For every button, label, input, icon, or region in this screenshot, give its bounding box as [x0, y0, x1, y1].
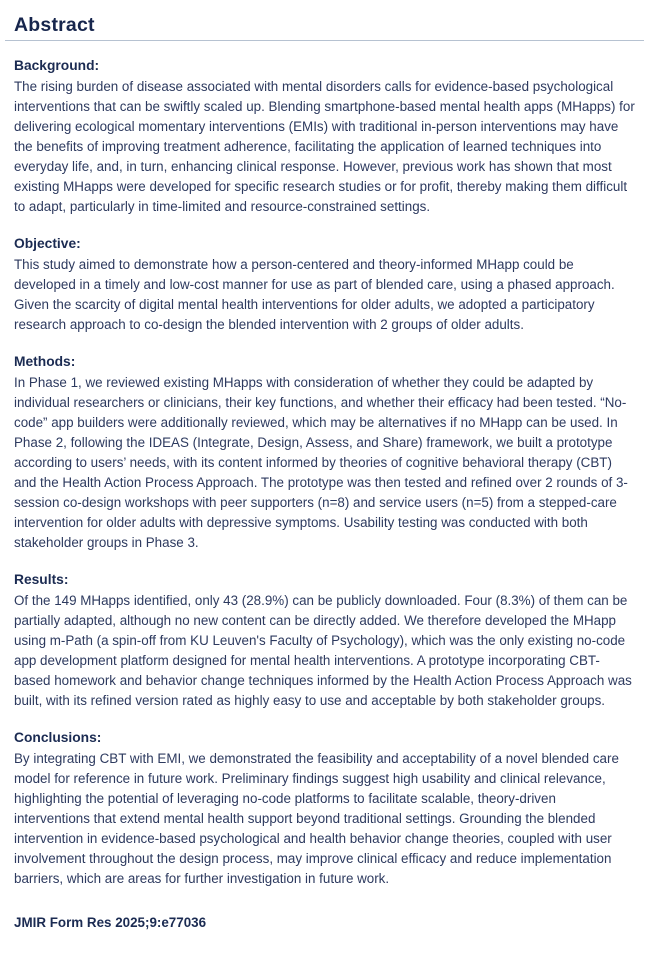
page-title: Abstract [14, 14, 95, 36]
section-results [14, 570, 635, 711]
title-divider [5, 40, 644, 41]
section-body: By integrating CBT with EMI, we demonstrated the feasibility and acceptability of a novel blended care model for reference in future work. Preliminary findings suggest high usability and clinical relevance, highlighting the potential of leveraging no-code platforms to facilitate scalable, theory-driven interventions that extend mental health support beyond traditional settings. Grounding the blended intervention in evidence-based psychological and health behavior change theories, coupled with user involvement throughout the design process, may improve clinical efficacy and reduce implementation barriers, which are areas for further investigation in future work. [14, 751, 619, 886]
section-heading: Objective: [14, 236, 81, 251]
section-heading: Methods: [14, 354, 76, 369]
section-body: The rising burden of disease associated with mental disorders calls for evidence-based psychological interventions that can be swiftly scaled up. Blending smartphone-based mental health apps (MHapps) for delivering ecological momentary interventions (EMIs) with traditional in-person interventions may have the benefits of improving treatment adherence, facilitating the application of learned techniques into everyday life, and, in turn, enhancing clinical response. However, previous work has shown that most existing MHapps were developed for specific research studies or for profit, thereby making them difficult to adapt, particularly in time-limited and resource-constrained settings. [14, 79, 635, 214]
section-heading: Conclusions: [14, 730, 102, 745]
section-body: This study aimed to demonstrate how a person-centered and theory-informed MHapp could be developed in a timely and low-cost manner for use as part of blended care, using a phased approach. Given the scarcity of digital mental health interventions for older adults, we adopted a participatory research approach to co-design the blended intervention with 2 groups of older adults. [14, 257, 615, 332]
section-heading: Background: [14, 58, 100, 73]
section-methods [14, 352, 635, 553]
section-body: Of the 149 MHapps identified, only 43 (28.9%) can be publicly downloaded. Four (8.3%) of them can be partially adapted, although no new content can be directly added. We therefore developed the MHapp using m-Path (a spin-off from KU Leuven's Faculty of Psychology), which was the only existing no-code app development platform designed for mental health interventions. A prototype incorporating CBT-based homework and behavior change techniques informed by the Health Action Process Approach was built, with its refined version rated as highly easy to use and acceptable by both stakeholder groups. [14, 593, 632, 708]
section-body: In Phase 1, we reviewed existing MHapps with consideration of whether they could be adapted by individual researchers or clinicians, their key functions, and whether their efficacy had been tested. “No-code” app builders were additionally reviewed, which may be alternatives if no MHapp can be used. In Phase 2, following the IDEAS (Integrate, Design, Assess, and Share) framework, we built a prototype according to users’ needs, with its content informed by theories of cognitive behavioral therapy (CBT) and the Health Action Process Approach. The prototype was then tested and refined over 2 rounds of 3-session co-design workshops with peer supporters (n=8) and service users (n=5) from a stepped-care intervention for older adults with depressive symptoms. Usability testing was conducted with both stakeholder groups in Phase 3. [14, 375, 628, 550]
journal-citation: JMIR Form Res 2025;9:e77036 [14, 915, 207, 930]
section-background [14, 56, 635, 217]
section-objective [14, 234, 635, 335]
section-heading: Results: [14, 572, 69, 587]
abstract-content [14, 56, 635, 933]
section-conclusions [14, 728, 635, 889]
